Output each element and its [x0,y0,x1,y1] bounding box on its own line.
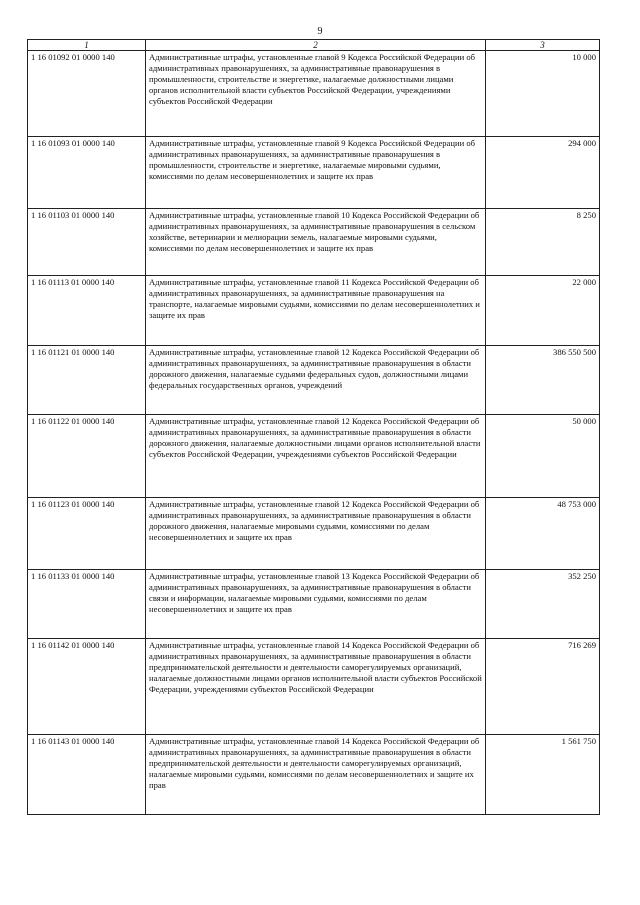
description-cell: Административные штрафы, установленные главой 9 Кодекса Российской Федерации об административных правонарушениях, за административные правонарушения в промышленности, строительстве и энергетике, налагаемые мировыми судьями, комиссиями по делам несовершеннолетних и защите их прав [146,137,486,209]
table-row [28,276,600,346]
description-cell: Административные штрафы, установленные главой 12 Кодекса Российской Федерации об административных правонарушениях, за административные правонарушения в области дорожного движения, налагаемые судьями федеральных судов, должностными лицами федеральных государственных органов, учреждений [146,346,486,415]
description-cell: Административные штрафы, установленные главой 14 Кодекса Российской Федерации об административных правонарушениях, за административные правонарушения в области предпринимательской деятельности и деятельности саморегулируемых организаций, налагаемые мировыми судьями, комиссиями по делам несовершеннолетних и защите их прав [146,735,486,815]
amount-cell: 10 000 [486,51,600,137]
amount-cell: 22 000 [486,276,600,346]
budget-code-cell: 1 16 01093 01 0000 140 [28,137,146,209]
amount-cell: 50 000 [486,415,600,498]
table-row [28,51,600,137]
budget-code-cell: 1 16 01123 01 0000 140 [28,498,146,570]
amount-cell: 8 250 [486,209,600,276]
table-row [28,209,600,276]
table-row [28,346,600,415]
amount-cell: 386 550 500 [486,346,600,415]
description-cell: Административные штрафы, установленные главой 12 Кодекса Российской Федерации об административных правонарушениях, за административные правонарушения в области дорожного движения, налагаемые мировыми судьями, комиссиями по делам несовершеннолетних и защите их прав [146,498,486,570]
budget-code-cell: 1 16 01103 01 0000 140 [28,209,146,276]
page-number: 9 [317,26,323,37]
budget-code-cell: 1 16 01113 01 0000 140 [28,276,146,346]
description-cell: Административные штрафы, установленные главой 10 Кодекса Российской Федерации об административных правонарушениях, за административные правонарушения в сельском хозяйстве, ветеринарии и мелиорации земель, налагаемые мировыми судьями, комиссиями по делам несовершеннолетних и защите их прав [146,209,486,276]
revenue-table [27,39,600,815]
description-cell: Административные штрафы, установленные главой 12 Кодекса Российской Федерации об административных правонарушениях, за административные правонарушения в области дорожного движения, налагаемые должностными лицами органов исполнительной власти субъектов Российской Федерации, учреждениями субъектов Российской Федерации [146,415,486,498]
amount-cell: 716 269 [486,639,600,735]
table-row [28,137,600,209]
description-cell: Административные штрафы, установленные главой 13 Кодекса Российской Федерации об административных правонарушениях, за административные правонарушения в области связи и информации, налагаемые мировыми судьями, комиссиями по делам несовершеннолетних и защите их прав [146,570,486,639]
description-cell: Административные штрафы, установленные главой 11 Кодекса Российской Федерации об административных правонарушениях, за административные правонарушения на транспорте, налагаемые мировыми судьями, комиссиями по делам несовершеннолетних и защите их прав [146,276,486,346]
budget-code-cell: 1 16 01122 01 0000 140 [28,415,146,498]
table-row [28,735,600,815]
table-row [28,415,600,498]
budget-code-cell: 1 16 01142 01 0000 140 [28,639,146,735]
budget-code-cell: 1 16 01133 01 0000 140 [28,570,146,639]
amount-cell: 48 753 000 [486,498,600,570]
amount-cell: 352 250 [486,570,600,639]
amount-cell: 294 000 [486,137,600,209]
description-cell: Административные штрафы, установленные главой 9 Кодекса Российской Федерации об административных правонарушениях, за административные правонарушения в промышленности, строительстве и энергетике, налагаемые должностными лицами органов исполнительной власти субъектов Российской Федерации, учреждениями субъектов Российской Федерации [146,51,486,137]
column-header-row [28,40,600,51]
description-cell: Административные штрафы, установленные главой 14 Кодекса Российской Федерации об административных правонарушениях, за административные правонарушения в области предпринимательской деятельности и деятельности саморегулируемых организаций, налагаемые должностными лицами органов исполнительной власти субъектов Российской Федерации, учреждениями субъектов Российской Федерации [146,639,486,735]
budget-code-cell: 1 16 01121 01 0000 140 [28,346,146,415]
column-header-2: 2 [146,40,486,51]
table-row [28,570,600,639]
budget-code-cell: 1 16 01143 01 0000 140 [28,735,146,815]
budget-code-cell: 1 16 01092 01 0000 140 [28,51,146,137]
table-row [28,498,600,570]
table-row [28,639,600,735]
table-body [28,51,600,815]
amount-cell: 1 561 750 [486,735,600,815]
column-header-3: 3 [486,40,600,51]
column-header-1: 1 [28,40,146,51]
